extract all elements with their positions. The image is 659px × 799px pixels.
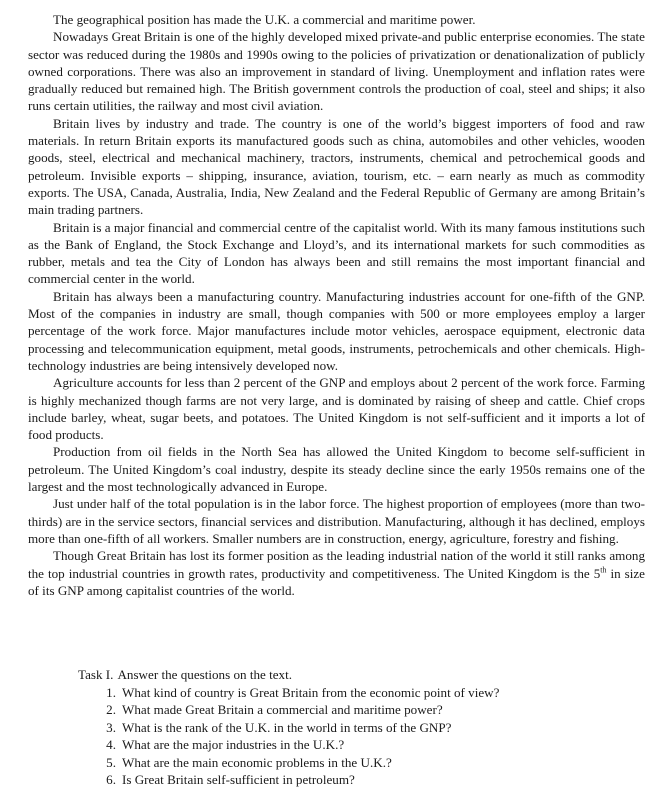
- question-number: 3.: [106, 719, 116, 735]
- paragraph-manufacturing: Britain has always been a manufacturing country. Manufacturing industries account for one-fifth of the GNP. Most of the companies in industry are small, though companies with 500 or more employees employ a larger percentage of the work force. Major manufactures include motor vehicles, aerospace equipment, electronic data processing and telecommunication equipment, metal goods, instruments, petrochemicals and other chemicals. High-technology industries are being intensively developed now.: [28, 288, 645, 373]
- ordinal-suffix: th: [600, 565, 607, 575]
- question-number: 5.: [106, 754, 116, 770]
- question-text: What are the major industries in the U.K.?: [122, 737, 345, 752]
- conclusion-text-b: in size of its GNP among capitalist countries of the world.: [28, 565, 645, 598]
- task-instruction: Answer the questions on the text.: [117, 667, 293, 682]
- question-item: [78, 736, 638, 754]
- question-item: [78, 684, 638, 702]
- question-item: [78, 701, 638, 719]
- article-body: [28, 11, 645, 599]
- question-item: [78, 754, 638, 772]
- conclusion-text-a: Though Great Britain has lost its former position as the leading industrial nation of the world it still ranks among the top industrial countries in growth rates, productivity and competitiveness. The United Kingdom is the 5: [28, 548, 645, 581]
- task-label: Task I.: [78, 667, 114, 682]
- question-text: What kind of country is Great Britain from the economic point of view?: [122, 684, 500, 700]
- paragraph-labor: Just under half of the total population is in the labor force. The highest proportion of employees (more than two-thirds) are in the service sectors, financial services and distribution. Manufacturing, although it has declined, employs more than one-fifth of all workers. Smaller numbers are in construction, energy, agriculture, forestry and fishing.: [28, 496, 645, 546]
- question-number: 1.: [106, 684, 116, 700]
- paragraph-intro: The geographical position has made the U.K. a commercial and maritime power.: [53, 12, 476, 27]
- question-list: [78, 684, 638, 789]
- question-item: [78, 771, 638, 789]
- question-text: What are the main economic problems in the U.K.?: [122, 754, 392, 770]
- task-section: [78, 666, 638, 789]
- paragraph-agriculture: Agriculture accounts for less than 2 percent of the GNP and employs about 2 percent of the work force. Farming is highly mechanized though farms are not very large, and is dominated by raising of sheep and cattle. Chief crops include barley, wheat, sugar beets, and potatoes. The United Kingdom is not self-sufficient and it imports a lot of food products.: [28, 375, 645, 443]
- question-text: What made Great Britain a commercial and maritime power?: [122, 702, 443, 717]
- paragraph-conclusion: [28, 547, 645, 599]
- paragraph-trade: Britain lives by industry and trade. The country is one of the world’s biggest importers of food and raw materials. In return Britain exports its manufactured goods such as china, automobiles and other vehicles, wooden goods, steel, electrical and mechanical machinery, tractors, instruments, chemical and petrochemical goods and petroleum. Invisible exports – shipping, insurance, aviation, tourism, etc. – earn nearly as much as commodity exports. The USA, Canada, Australia, India, New Zealand and the Federal Republic of Germany are among Britain’s main trading partners.: [28, 115, 645, 218]
- paragraph-economy: Nowadays Great Britain is one of the highly developed mixed private-and public enterprise economies. The state sector was reduced during the 1980s and 1990s owing to the policies of privatization or denationalization of publicly owned corporations. There was also an improvement in standard of living. Unemployment and inflation rates were gradually reduced but remained high. The British government controls the production of coal, steel and ships; it also runs certain utilities, the railway and most civil aviation.: [28, 29, 645, 114]
- question-number: 2.: [106, 702, 116, 717]
- question-text: What is the rank of the U.K. in the world in terms of the GNP?: [122, 719, 452, 735]
- question-number: 6.: [106, 772, 116, 787]
- question-item: [78, 719, 638, 737]
- question-number: 4.: [106, 737, 116, 752]
- question-text: Is Great Britain self-sufficient in petroleum?: [122, 772, 355, 787]
- paragraph-oil: Production from oil fields in the North Sea has allowed the United Kingdom to become self-sufficient in petroleum. The United Kingdom’s coal industry, despite its steady decline since the early 1950s remains one of the largest and the most technologically advanced in Europe.: [28, 444, 645, 495]
- task-heading: [78, 666, 638, 684]
- paragraph-finance: Britain is a major financial and commercial centre of the capitalist world. With its many famous institutions such as the Bank of England, the Stock Exchange and Lloyd’s, and its international markets for such commodities as rubber, metals and tea the City of London has always been and still remains the most important financial and commercial center in the world.: [28, 219, 645, 287]
